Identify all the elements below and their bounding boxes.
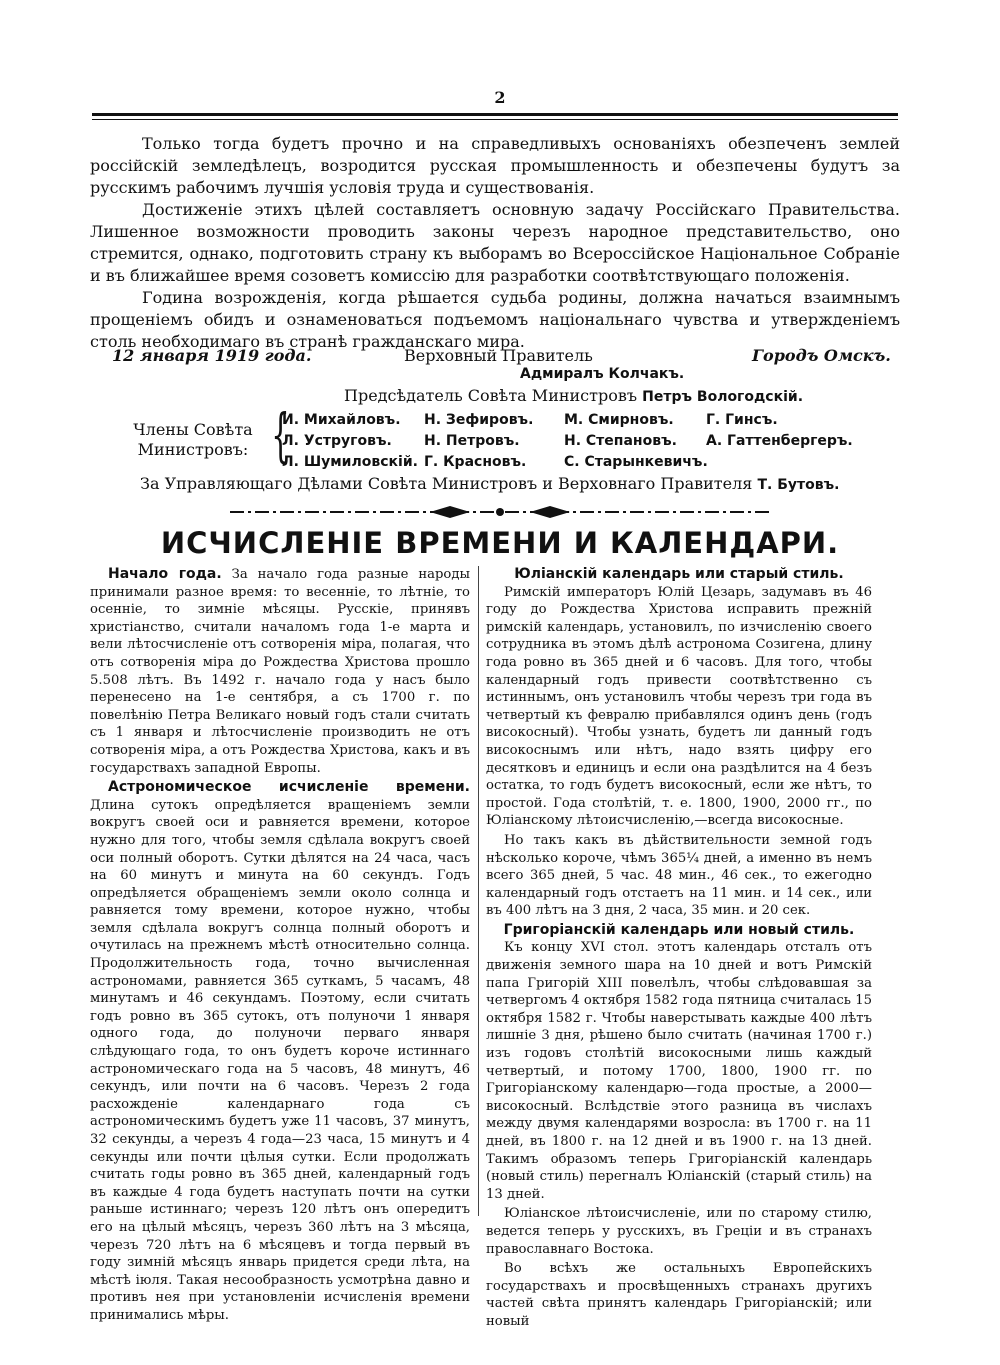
- member-name: Л. Шумиловскій.: [282, 454, 418, 470]
- members-row: [282, 452, 866, 473]
- article-left-column: [90, 566, 470, 1327]
- brace-glyph: {: [271, 401, 290, 469]
- section-text: Длина сутокъ опредѣляется вращеніемъ земли вокругъ своей оси и равняется времени, которое нужно для того, чтобы земля сдѣлала вокругъ своей оси полный оборотъ. Сутки дѣлятся на 24 часа, часъ на 60 минутъ и минута на 60 секундъ. Годъ опредѣляется обращеніемъ земли около солнца и равняется тому времени, которое нужно, чтобы земля сдѣлала вокругъ солнца полный оборотъ и очутилась на прежнемъ мѣстѣ относительно солнца. Продолжительность года, точно вычисленная астрономами, равняется 365 суткамъ, 5 часамъ, 48 минутамъ и 46 секундамъ. Поэтому, если считать годъ ровно въ 365 сутокъ, отъ полуночи 1 января одного года, до полуночи перваго января слѣдующаго года, то онъ будетъ короче истиннаго астрономическаго года на 5 часовъ, 48 минутъ, 46 секундъ, или почти на 6 часовъ. Черезъ 2 года расхожденіе календарнаго года съ астрономическимъ будетъ уже 11 часовъ, 37 минутъ, 32 секунды, а черезъ 4 года—23 часа, 15 минутъ и 4 секунды или почти цѣлыя сутки. Если продолжать считать годы ровно въ 365 дней, календарный годъ въ каждые 4 года будетъ наступать почти на сутки раньше истиннаго; черезъ 120 лѣтъ онъ опередитъ его на цѣлый мѣсяцъ, черезъ 360 лѣтъ на 3 мѣсяца, черезъ 720 лѣтъ на 6 мѣсяцевъ и тогда первый въ году зимній мѣсяцъ январь придется среди лѣта, на мѣстѣ іюля. Такая несообразность усмотрѣна давно и противъ нея при установленіи исчисленія времени принимались мѣры.: [90, 797, 470, 1323]
- article-paragraph: Римскій императоръ Юлій Цезарь, задумавъ въ 46 году до Рождества Христова исправить прежній римскій календарь, установилъ, по изчисленію своего сотрудника въ этомъ дѣлѣ астронома Созигена, длину года ровно въ 365 дней и 6 часовъ. Для того, чтобы календарный годъ привести соотвѣтственно съ истиннымъ, онъ установилъ чтобы черезъ три года въ четвертый къ февралю прибавлялся одинъ день (годъ високосный). Чтобы узнать, будетъ ли данный годъ високоснымъ или нѣтъ, надо взять цифру его десятковъ и единицъ и если она раздѣлится на 4 безъ остатка, то годъ будетъ високосный, если же нѣтъ, то простой. Года столѣтій, т. е. 1800, 1900, 2000 гг., по Юліанскому лѣтоисчисленію,—всегда високосные.: [486, 584, 872, 829]
- decree-paragraph: Година возрожденія, когда рѣшается судьба родины, должна начаться взаимнымъ прощеніемъ обидъ и ознаменоваться подъемомъ національнаго чувства и утвержденіемъ столь необходимаго въ странѣ гражданскаго мира.: [90, 288, 900, 351]
- member-name: Л. Уструговъ.: [282, 433, 392, 449]
- manager-title: За Управляющаго Дѣлами Совѣта Министровъ и Верховнаго Правителя: [140, 474, 753, 493]
- section-title: Григоріанскій календарь или новый стиль.: [503, 921, 855, 938]
- article-headline: ИСЧИСЛЕНІЕ ВРЕМЕНИ И КАЛЕНДАРИ.: [160, 526, 840, 560]
- chairman-title: Предсѣдатель Совѣта Министровъ: [344, 386, 638, 405]
- article-paragraph: Юліанское лѣтоисчисленіе, или по старому стилю, ведется теперь у русскихъ, въ Греціи и въ странахъ православнаго Востока.: [486, 1206, 872, 1257]
- decree-paragraph: Достиженіе этихъ цѣлей составляетъ основную задачу Россійскаго Правительства. Лишенное возможности проводить законы черезъ народное представительство, оно стремится, однако, подготовить страну къ выборамъ во Всероссійское Національное Собраніе и въ ближайшее время созоветъ комиссію для разработки соотвѣтствующаго положенія.: [90, 200, 900, 285]
- article-paragraph: Во всѣхъ же остальныхъ Европейскихъ государствахъ и просвѣщенныхъ странахъ другихъ частей свѣта принятъ календарь Григоріанскій; или новый: [486, 1261, 872, 1329]
- column-divider: [478, 566, 479, 1216]
- chairman-line: [344, 386, 803, 405]
- top-rule-thin: [92, 119, 898, 120]
- ornament-divider: [0, 502, 1000, 522]
- ruler-name: Адмиралъ Колчакъ.: [520, 366, 685, 382]
- chairman-name: Петръ Вологодскій.: [642, 389, 804, 405]
- member-name: Н. Степановъ.: [564, 433, 677, 449]
- ruler-title: Верховный Правитель: [404, 346, 593, 365]
- member-name: А. Гаттенбергеръ.: [706, 433, 853, 449]
- section-title: Начало года.: [108, 566, 222, 582]
- section-title: Астрономическое исчисленіе времени.: [108, 779, 470, 796]
- council-members: [282, 410, 866, 473]
- member-name: Г. Гинсъ.: [706, 412, 778, 428]
- decree-date: 12 января 1919 года.: [112, 346, 312, 365]
- section-title: Юліанскій календарь или старый стиль.: [514, 566, 844, 582]
- members-row: [282, 410, 866, 431]
- article-paragraph: [90, 566, 470, 777]
- member-name: И. Михайловъ.: [282, 412, 401, 428]
- members-row: [282, 431, 866, 452]
- page-number: 2: [494, 88, 506, 107]
- members-label: Члены Совѣта Министровъ:: [133, 420, 253, 459]
- decree-text: [90, 133, 900, 353]
- member-name: С. Старынкевичъ.: [564, 454, 708, 470]
- member-name: М. Смирновъ.: [564, 412, 674, 428]
- article-paragraph: Къ концу XVI стол. этотъ календарь отсталъ отъ движенія земного шара на 10 дней и вотъ Римскій папа Григорій XIII повелѣлъ, чтобы слѣдовавшая за четвергомъ 4 октября 1582 года пятница считалась 15 октября 1582 г. Чтобы наверстывать каждые 400 лѣтъ лишніе 3 дня, рѣшено было считать (начиная 1700 г.) изъ годовъ столѣтій високосными лишь каждый четвертый, и потому 1700, 1800, 1900 гг. по Григоріанскому календарю—года простые, а 2000—високосный. Вслѣдствіе этого разница въ числахъ между двумя календарями возросла: въ 1700 г. на 11 дней, въ 1800 г. на 12 дней и въ 1900 г. на 13 дней. Такимъ образомъ теперь Григоріанскій календарь (новый стиль) перегналъ Юліанскій (старый стиль) на 13 дней.: [486, 940, 872, 1202]
- article-right-column: [486, 566, 872, 1333]
- top-rule: [92, 113, 898, 116]
- member-name: [706, 452, 866, 473]
- manager-name: Т. Бутовъ.: [757, 477, 840, 493]
- article-paragraph: [90, 779, 470, 1324]
- manager-line: [140, 474, 839, 493]
- member-name: Н. Петровъ.: [424, 433, 520, 449]
- article-paragraph: Но такъ какъ въ дѣйствительности земной годъ нѣсколько короче, чѣмъ 365¼ дней, а именно въ немъ всего 365 дней, 5 час. 48 мин., 46 сек., то ежегодно календарный годъ отстаетъ на 11 мин. и 14 сек., или въ 400 лѣтъ на 3 дня, 2 часа, 35 мин. и 20 сек.: [486, 832, 872, 919]
- decree-paragraph: Только тогда будетъ прочно и на справедливыхъ основаніяхъ обезпеченъ землей россійскій земледѣлецъ, возродится русская промышленность и обезпечены будутъ за русскимъ рабочимъ лучшія условія труда и существованія.: [90, 134, 900, 197]
- member-name: Н. Зефировъ.: [424, 412, 534, 428]
- decree-city: Городъ Омскъ.: [752, 346, 891, 365]
- section-text: За начало года разные народы принимали разное время: то весенніе, то лѣтніе, то осенніе, то зимніе мѣсяцы. Русскіе, принявъ христіанство, считали началомъ года 1-е марта и вели лѣтосчисленіе отъ сотворенія міра, полагая, что отъ сотворенія міра до Рождества Христова прошло 5.508 лѣтъ. Въ 1492 г. начало года у насъ было перенесено на 1-е сентября, а съ 1700 г. по повелѣнію Петра Великаго новый годъ стали считать съ 1 января и лѣтосчисленіе производить не отъ сотворенія міра, а отъ Рождества Христова, какъ и въ государствахъ западной Европы.: [90, 567, 470, 776]
- member-name: Г. Красновъ.: [424, 454, 527, 470]
